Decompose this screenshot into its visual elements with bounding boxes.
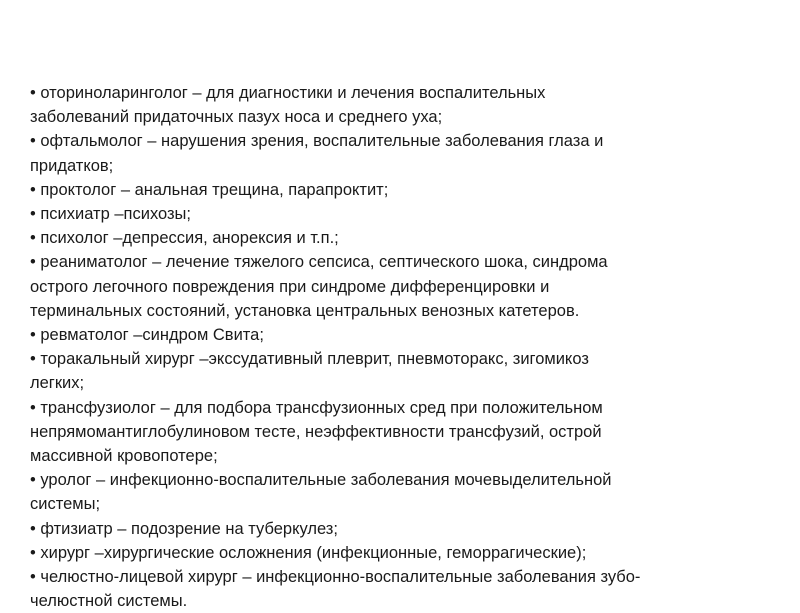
list-line: массивной кровопотере; — [30, 447, 218, 466]
list-line: • уролог – инфекционно-воспалительные заболевания мочевыделительной — [30, 471, 612, 490]
list-line: терминальных состояний, установка центральных венозных катетеров. — [30, 301, 580, 320]
list-line: легких; — [30, 374, 85, 393]
list-line: • фтизиатр – подозрение на туберкулез; — [30, 519, 338, 538]
list-line: • оториноларинголог – для диагностики и лечения воспалительных — [30, 84, 546, 102]
list-line: • челюстно-лицевой хирург – инфекционно-воспалительные заболевания зубо- — [30, 568, 641, 587]
list-line: • реаниматолог – лечение тяжелого сепсиса, септического шока, синдрома — [30, 253, 608, 272]
list-line: придатков; — [30, 156, 114, 175]
specialist-list — [30, 81, 780, 613]
list-line: заболеваний придаточных пазух носа и среднего уха; — [30, 108, 443, 127]
list-line: челюстной системы. — [30, 592, 188, 611]
list-line: • ревматолог –синдром Свита; — [30, 326, 264, 345]
list-line: • психолог –депрессия, анорексия и т.п.; — [30, 229, 339, 248]
list-line: • офтальмолог – нарушения зрения, воспалительные заболевания глаза и — [30, 132, 604, 151]
list-line: • торакальный хирург –экссудативный плеврит, пневмоторакс, зигомикоз — [30, 350, 589, 369]
list-line: • проктолог – анальная трещина, парапроктит; — [30, 180, 389, 199]
list-line: • психиатр –психозы; — [30, 205, 192, 224]
list-line: системы; — [30, 495, 101, 514]
list-line: • трансфузиолог – для подбора трансфузионных сред при положительном — [30, 398, 603, 417]
list-line: острого легочного повреждения при синдроме дифференцировки и — [30, 277, 550, 296]
list-line: непрямомантиглобулиновом тесте, неэффективности трансфузий, острой — [30, 422, 602, 441]
list-line: • хирург –хирургические осложнения (инфекционные, геморрагические); — [30, 543, 587, 562]
